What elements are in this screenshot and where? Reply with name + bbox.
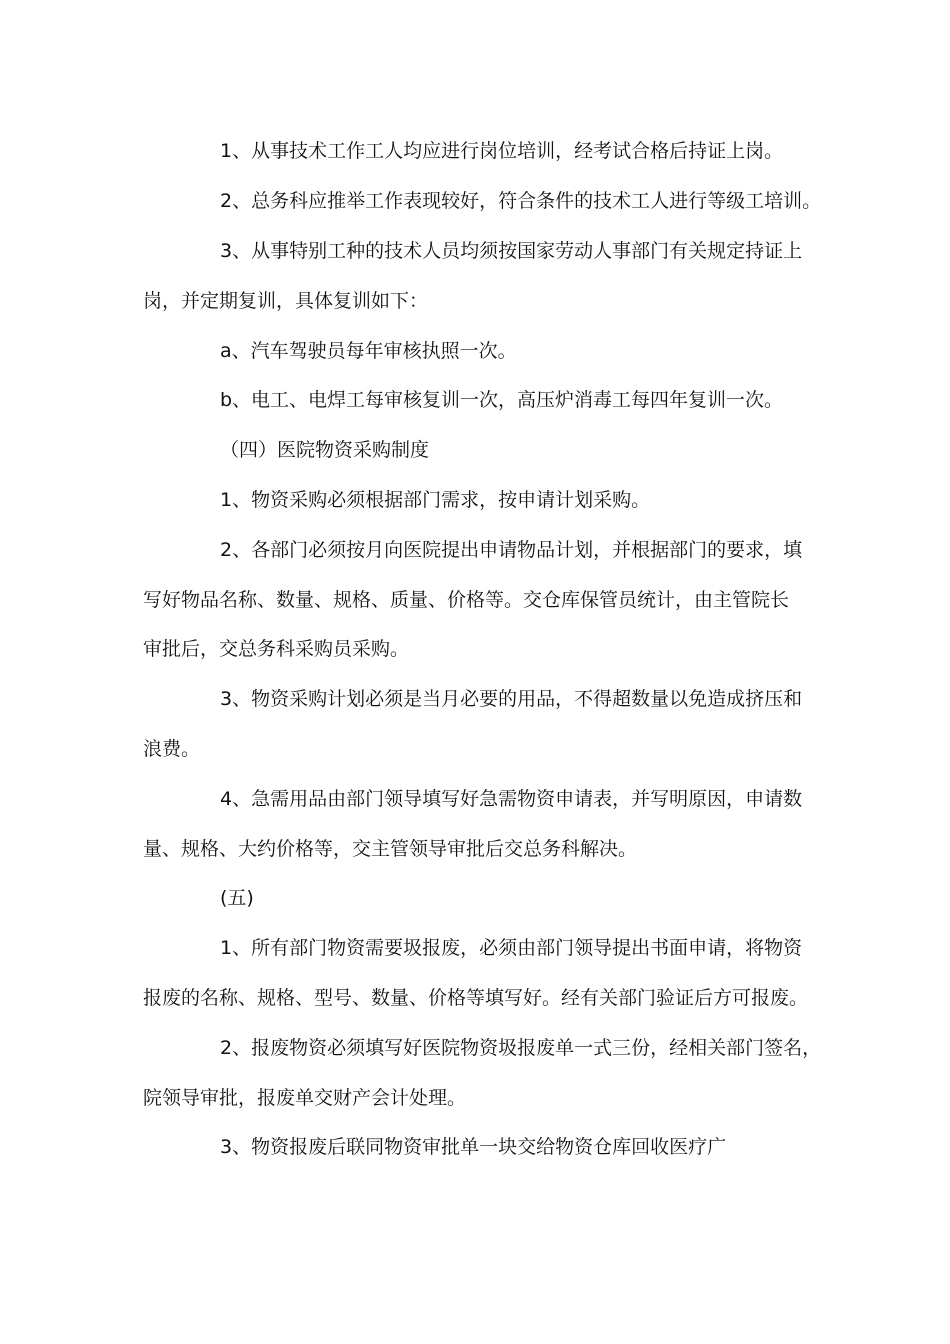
paragraph-line: 院领导审批，报废单交财产会计处理。 [143,1087,467,1109]
paragraph-line: 2、各部门必须按月向医院提出申请物品计划，并根据部门的要求，填 [220,539,803,561]
paragraph-line: 岗，并定期复训，具体复训如下： [143,290,429,312]
paragraph-line: 写好物品名称、数量、规格、质量、价格等。交仓库保管员统计，由主管院长 [143,589,790,611]
paragraph-line: b、电工、电焊工每审核复训一次，高压炉消毒工每四年复训一次。 [220,389,784,411]
paragraph-line: 报废的名称、规格、型号、数量、价格等填写好。经有关部门验证后方可报废。 [143,987,809,1009]
paragraph-line: a、汽车驾驶员每年审核执照一次。 [220,340,517,362]
paragraph-line: 浪费。 [143,738,201,760]
paragraph-line: 1、所有部门物资需要圾报废，必须由部门领导提出书面申请，将物资 [220,937,803,959]
paragraph-line: 1、物资采购必须根据部门需求，按申请计划采购。 [220,489,651,511]
paragraph-line: 4、急需用品由部门领导填写好急需物资申请表，并写明原因，申请数 [220,788,803,810]
paragraph-line: 2、报废物资必须填写好医院物资圾报废单一式三份，经相关部门签名， [220,1037,822,1059]
paragraph-line: 审批后，交总务科采购员采购。 [143,638,410,660]
paragraph-line: 3、物资采购计划必须是当月必要的用品，不得超数量以免造成挤压和 [220,688,803,710]
paragraph-line: 量、规格、大约价格等，交主管领导审批后交总务科解决。 [143,838,638,860]
paragraph-line: 3、从事特别工种的技术人员均须按国家劳动人事部门有关规定持证上 [220,240,803,262]
paragraph-line: 2、总务科应推举工作表现较好，符合条件的技术工人进行等级工培训。 [220,190,822,212]
paragraph-line: 1、从事技术工作工人均应进行岗位培训，经考试合格后持证上岗。 [220,140,784,162]
paragraph-line: 3、物资报废后联同物资审批单一块交给物资仓库回收医疗广 [220,1136,727,1158]
section-heading: （四）医院物资采购制度 [220,439,430,461]
section-heading: (五) [220,887,254,909]
